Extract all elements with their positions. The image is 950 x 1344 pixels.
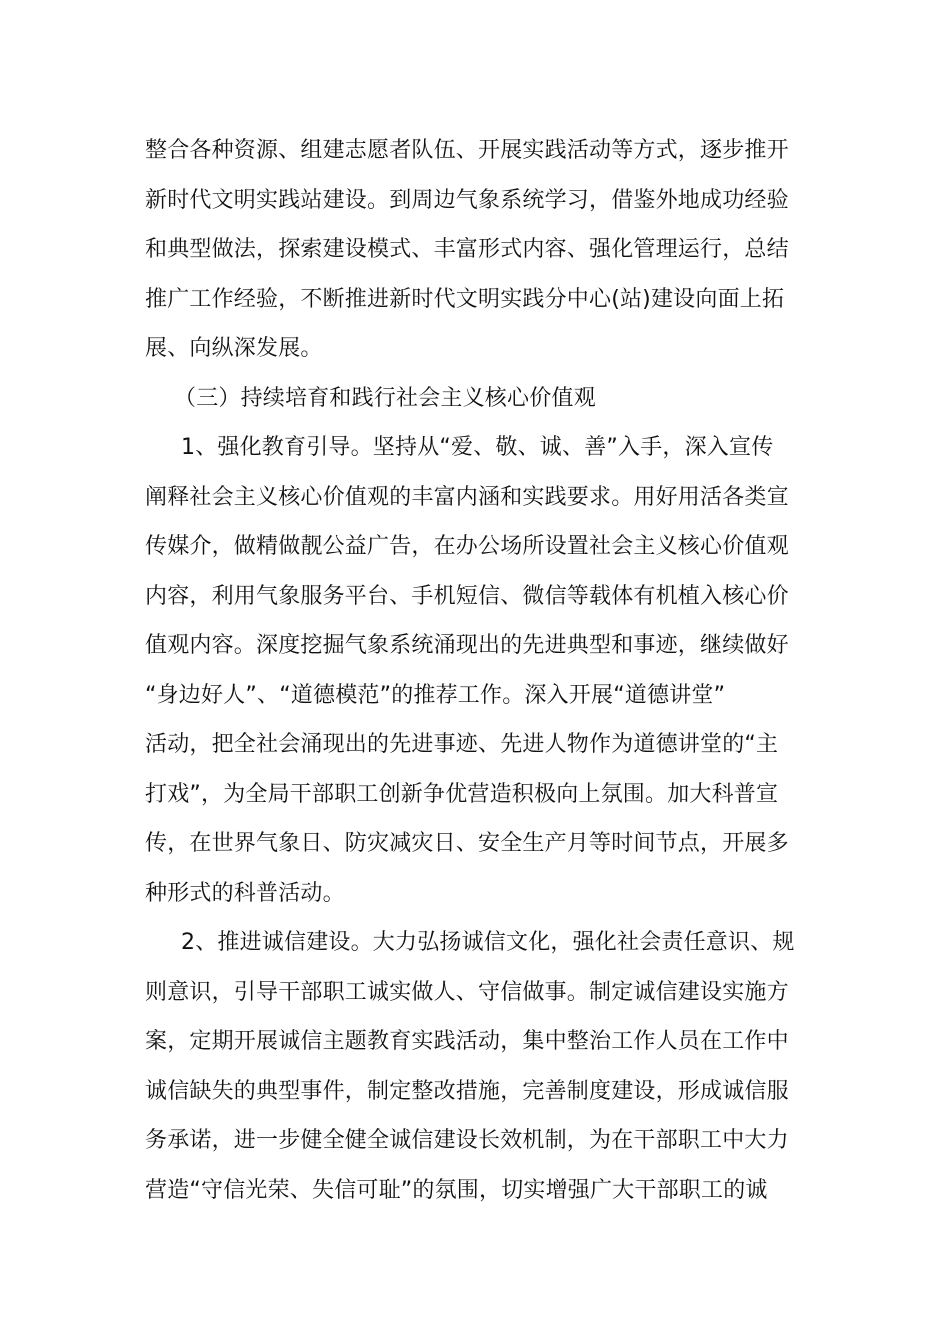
text-line: 诚信缺失的典型事件，制定整改措施，完善制度建设，形成诚信服	[145, 1078, 789, 1104]
text-line: 内容，利用气象服务平台、手机短信、微信等载体有机植入核心价	[145, 583, 789, 609]
paragraph-first-line: 1、强化教育引导。坚持从“爱、敬、诚、善”入手，深入宣传	[181, 435, 774, 460]
text-line: 种形式的科普活动。	[145, 880, 345, 906]
section-heading: （三）持续培育和践行社会主义核心价值观	[174, 385, 596, 411]
text-line: 营造“守信光荣、失信可耻”的氛围，切实增强广大干部职工的诚	[145, 1177, 768, 1203]
paragraph-first-line: 2、推进诚信建设。大力弘扬诚信文化，强化社会责任意识、规	[181, 930, 795, 955]
text-line: 案，定期开展诚信主题教育实践活动，集中整治工作人员在工作中	[145, 1029, 789, 1054]
text-line: 则意识，引导干部职工诚实做人、守信做事。制定诚信建设实施方	[145, 979, 789, 1005]
text-line: 传媒介，做精做靓公益广告，在办公场所设置社会主义核心价值观	[145, 534, 789, 559]
text-line: 阐释社会主义核心价值观的丰富内涵和实践要求。用好用活各类宣	[145, 484, 789, 510]
text-line: 传，在世界气象日、防灾减灾日、安全生产月等时间节点，开展多	[145, 831, 789, 856]
text-line: 展、向纵深发展。	[145, 336, 323, 361]
text-line: 推广工作经验，不断推进新时代文明实践分中心(站)建设向面上拓	[145, 286, 785, 312]
text-line: 活动，把全社会涌现出的先进事迹、先进人物作为道德讲堂的“主	[145, 732, 779, 757]
text-line: 务承诺，进一步健全健全诚信建设长效机制，为在干部职工中大力	[145, 1128, 789, 1153]
text-line: “身边好人”、“道德模范”的推荐工作。深入开展“道德讲堂”	[145, 682, 726, 708]
text-line: 打戏”，为全局干部职工创新争优营造积极向上氛围。加大科普宣	[145, 781, 779, 807]
text-line: 新时代文明实践站建设。到周边气象系统学习，借鉴外地成功经验	[145, 187, 789, 213]
document-body	[145, 126, 807, 1215]
text-line: 整合各种资源、组建志愿者队伍、开展实践活动等方式，逐步推开	[145, 138, 789, 163]
text-line: 和典型做法，探索建设模式、丰富形式内容、强化管理运行，总结	[145, 237, 789, 262]
text-line: 值观内容。深度挖掘气象系统涌现出的先进典型和事迹，继续做好	[145, 633, 789, 658]
